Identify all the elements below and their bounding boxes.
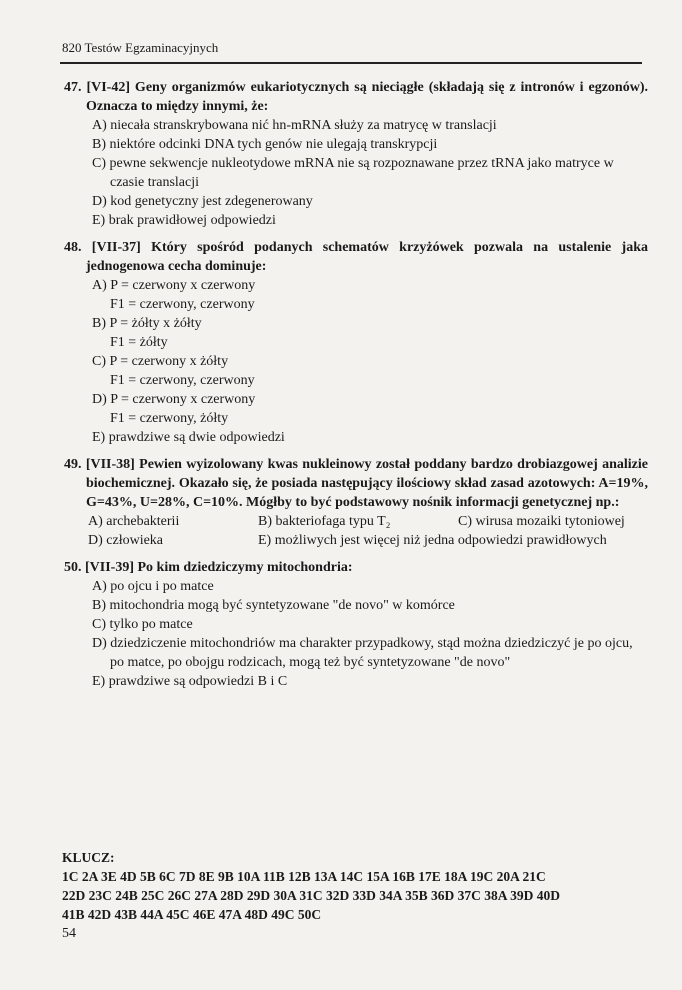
answer-option: D) kod genetyczny jest zdegenerowany xyxy=(92,194,313,209)
answer-option: A) archebakterii xyxy=(88,514,180,529)
answer-row xyxy=(64,512,648,531)
answer-key xyxy=(62,848,652,924)
answer-option: C) wirusa mozaiki tytoniowej xyxy=(458,514,625,529)
answer-option-result: F1 = czerwony, czerwony xyxy=(110,297,255,312)
answer-option: D) dziedziczenie mitochondriów ma charakter przypadkowy, stąd można dziedziczyć je po ojcu, po matce, po obojgu rodzicach, mogą też być syntetyzowane "de novo" xyxy=(92,636,633,670)
answer-key-label: KLUCZ: xyxy=(62,850,115,865)
answer-key-line: 22D 23C 24B 25C 26C 27A 28D 29D 30A 31C 32D 33D 34A 35B 36D 37C 38A 39D 40D xyxy=(62,888,561,903)
running-header: 820 Testów Egzaminacyjnych xyxy=(62,40,219,55)
answer-key-line: 1C 2A 3E 4D 5B 6C 7D 8E 9B 10A 11B 12B 13A 14C 15A 16B 17E 18A 19C 20A 21C xyxy=(62,869,546,884)
page-number: 54 xyxy=(62,926,76,941)
answer-option: A) P = czerwony x czerwony xyxy=(92,278,256,293)
answer-option: C) pewne sekwencje nukleotydowe mRNA nie są rozpoznawane przez tRNA jako matryce w czasie translacji xyxy=(92,156,614,190)
header-rule xyxy=(60,62,642,64)
answer-option: E) możliwych jest więcej niż jedna odpowiedzi prawidłowych xyxy=(258,533,607,548)
answer-option: E) brak prawidłowej odpowiedzi xyxy=(92,213,276,228)
questions-section xyxy=(64,78,648,699)
question-47 xyxy=(64,78,648,230)
answer-row xyxy=(64,531,648,550)
question-title: 49. [VII-38] Pewien wyizolowany kwas nukleinowy został poddany bardzo drobiazgowej analizie biochemicznej. Okazało się, że posiada następujący ilościowy skład zasad azotowych: A=19%, G=43%, U=28%, C=10%. Mógłby to być podstawowy nośnik informacji genetycznej np.: xyxy=(64,457,648,510)
answer-option: E) prawdziwe są odpowiedzi B i C xyxy=(92,674,288,689)
answer-option: D) człowieka xyxy=(88,533,164,548)
question-49 xyxy=(64,455,648,550)
answer-option: C) P = czerwony x żółty xyxy=(92,354,229,369)
answer-option: B) P = żółty x żółty xyxy=(92,316,202,331)
question-title: 48. [VII-37] Który spośród podanych schematów krzyżówek pozwala na ustalenie jaka jednogenowa cecha dominuje: xyxy=(64,240,648,274)
question-48 xyxy=(64,238,648,447)
answer-option: D) P = czerwony x czerwony xyxy=(92,392,256,407)
answer-option: C) tylko po matce xyxy=(92,617,193,632)
answer-option: B) bakteriofaga typu T₂ xyxy=(258,514,391,529)
question-50 xyxy=(64,558,648,691)
answer-option-result: F1 = żółty xyxy=(110,335,168,350)
question-title: 50. [VII-39] Po kim dziedziczymy mitochondria: xyxy=(64,560,353,575)
answer-option: A) po ojcu i po matce xyxy=(92,579,214,594)
question-title: 47. [VI-42] Geny organizmów eukariotycznych są nieciągłe (składają się z intronów i egzonów). Oznacza to między innymi, że: xyxy=(64,80,648,114)
answer-option: B) mitochondria mogą być syntetyzowane "de novo" w komórce xyxy=(92,598,455,613)
answer-option-result: F1 = czerwony, czerwony xyxy=(110,373,255,388)
answer-key-line: 41B 42D 43B 44A 45C 46E 47A 48D 49C 50C xyxy=(62,907,322,922)
answer-option: A) niecała stranskrybowana nić hn-mRNA służy za matrycę w translacji xyxy=(92,118,497,133)
answer-option-result: F1 = czerwony, żółty xyxy=(110,411,229,426)
answer-option: E) prawdziwe są dwie odpowiedzi xyxy=(92,430,285,445)
answer-option: B) niektóre odcinki DNA tych genów nie ulegają transkrypcji xyxy=(92,137,438,152)
